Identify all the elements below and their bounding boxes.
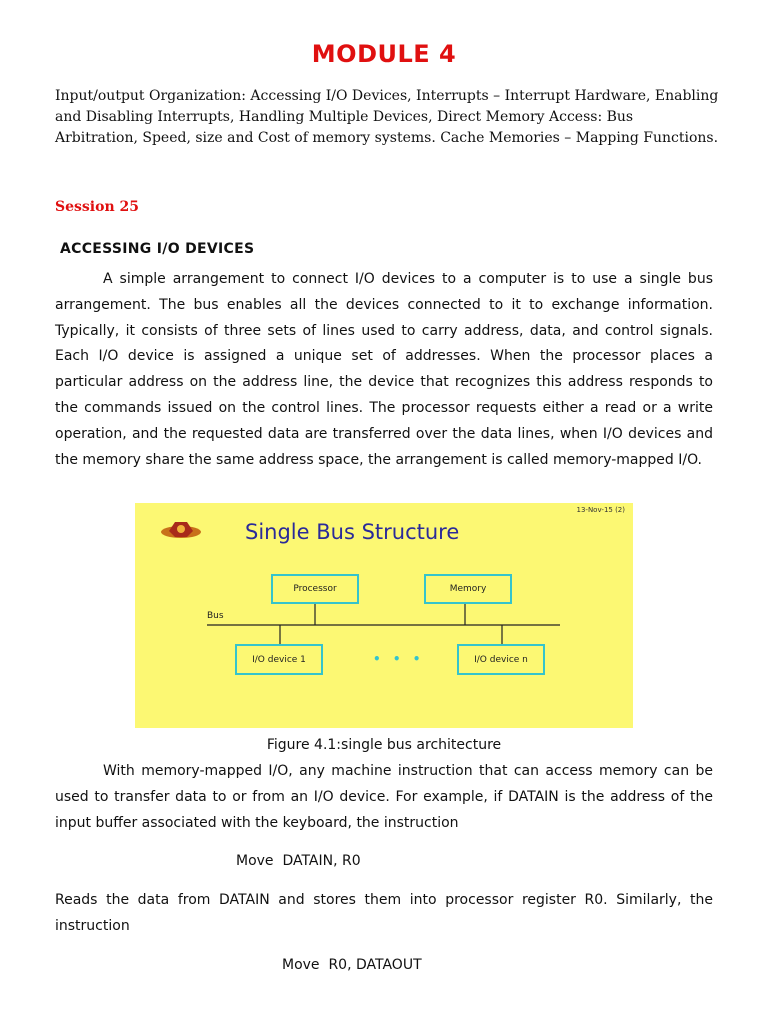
single-bus-figure [135, 503, 633, 728]
paragraph-memory-mapped: With memory-mapped I/O, any machine instruction that can access memory can be used to transfer data to or from an I/O device. For example, if DATAIN is the address of the input buffer associated with the keyboard, the instruction [55, 763, 713, 831]
instruction-move-datain: Move DATAIN, R0 [236, 853, 361, 869]
syllabus-text: Input/output Organization: Accessing I/O Devices, Interrupts – Interrupt Hardware, Enabling and Disabling Interrupts, Handling Multiple Devices, Direct Memory Access: Bus Arbitration, Speed, size and Cost of memory systems. Cache Memories – Mapping Functions. [55, 88, 719, 146]
figure-title: Single Bus Structure [245, 520, 460, 544]
io-device-n-box: I/O device n [457, 644, 545, 675]
instruction-move-dataout: Move R0, DATAOUT [282, 957, 422, 973]
section-heading: ACCESSING I/O DEVICES [60, 241, 255, 257]
module-title: MODULE 4 [311, 40, 457, 68]
processor-box: Processor [271, 574, 359, 604]
bus-label: Bus [207, 611, 224, 621]
figure-caption: Figure 4.1:single bus architecture [266, 737, 502, 753]
paragraph-reads: Reads the data from DATAIN and stores them into processor register R0. Similarly, the instruction [55, 892, 713, 934]
memory-box: Memory [424, 574, 512, 604]
io-device-1-box: I/O device 1 [235, 644, 323, 675]
figure-date: 13-Nov-15 (2) [576, 506, 625, 514]
ellipsis-dots: • • • [373, 652, 425, 666]
session-label: Session 25 [55, 199, 139, 215]
paragraph-intro: A simple arrangement to connect I/O devices to a computer is to use a single bus arrangement. The bus enables all the devices connected to it to exchange information. Typically, it consists of three sets of lines used to carry address, data, and control signals. Each I/O device is assigned a unique set of addresses. When the processor places a particular address on the address line, the device that recognizes this address responds to the commands issued on the control lines. The processor requests either a read or a write operation, and the requested data are transferred over the data lines, when I/O devices and the memory share the same address space, the arrangement is called memory-mapped I/O. [55, 271, 713, 468]
university-logo-icon [159, 519, 205, 541]
